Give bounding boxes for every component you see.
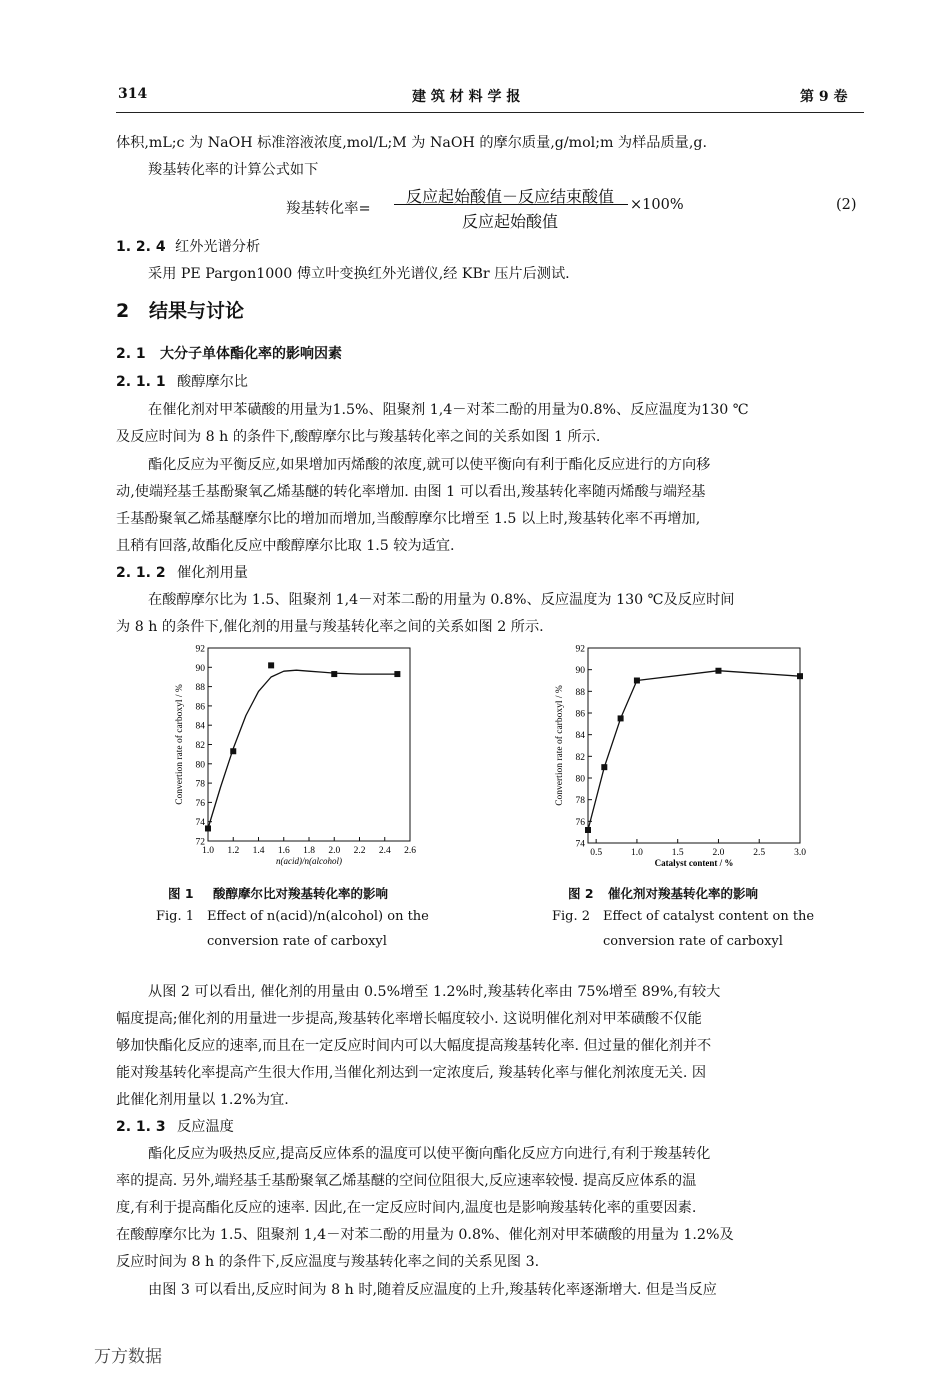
x-tick-label: 2.0 xyxy=(328,846,341,856)
section-2-1-2-title: 催化剂用量 xyxy=(177,565,248,581)
fig2-caption-cn-label: 图 2 xyxy=(568,886,594,901)
formula-suffix: ×100% xyxy=(630,197,684,213)
y-tick-label: 80 xyxy=(575,774,585,785)
section-2-1-3-title: 反应温度 xyxy=(177,1119,234,1135)
x-tick-label: 2.5 xyxy=(753,848,766,858)
paragraph-line: 酯化反应为平衡反应,如果增加丙烯酸的浓度,就可以使平衡向有利于酯化反应进行的方向移 xyxy=(148,457,711,473)
page-number: 314 xyxy=(118,86,148,102)
data-point xyxy=(601,764,607,770)
paragraph-line: 度,有利于提高酯化反应的速率. 因此,在一定反应时间内,温度也是影响羧基转化率的重要因素. xyxy=(116,1200,697,1216)
y-axis-label: Convertion rate of carboxyl / % xyxy=(175,684,185,805)
y-tick-label: 86 xyxy=(575,709,585,720)
y-tick-label: 84 xyxy=(195,721,205,732)
formula-denominator: 反应起始酸值 xyxy=(461,212,558,231)
y-axis-label: Convertion rate of carboxyl / % xyxy=(555,685,565,806)
series-line xyxy=(588,671,800,830)
x-tick-label: 3.0 xyxy=(794,848,806,858)
x-tick-label: 1.2 xyxy=(227,846,240,856)
section-2-title: 结果与讨论 xyxy=(149,300,245,322)
x-axis-label: n(acid)/n(alcohol) xyxy=(276,856,342,866)
y-tick-label: 72 xyxy=(195,837,205,848)
x-tick-label: 1.4 xyxy=(252,846,265,856)
formula-intro: 羧基转化率的计算公式如下 xyxy=(148,162,319,178)
y-tick-label: 74 xyxy=(195,818,205,829)
section-2-1-2-number: 2. 1. 2 xyxy=(116,565,166,581)
paragraph-line: 在催化剂对甲苯磺酸的用量为1.5%、阻聚剂 1,4－对苯二酚的用量为0.8%、反应温度为130 ℃ xyxy=(148,402,749,418)
x-tick-label: 1.0 xyxy=(202,846,214,856)
section-2-1-number: 2. 1 xyxy=(116,346,146,362)
y-tick-label: 90 xyxy=(575,666,585,677)
section-2-number: 2 xyxy=(116,300,130,322)
fig2-caption-en-label: Fig. 2 xyxy=(552,909,591,924)
paragraph-line: 由图 3 可以看出,反应时间为 8 h 时,随着反应温度的上升,羧基转化率逐渐增大. 但是当反应 xyxy=(148,1282,717,1298)
fraction-bar xyxy=(394,204,628,205)
footer-watermark: 万方数据 xyxy=(94,1347,162,1367)
x-tick-label: 2.4 xyxy=(378,846,391,856)
y-tick-label: 86 xyxy=(195,702,205,713)
x-tick-label: 1.6 xyxy=(277,846,290,856)
paragraph-line: 此催化剂用量以 1.2%为宜. xyxy=(116,1092,289,1108)
section-2-1-1-title: 酸醇摩尔比 xyxy=(177,374,248,390)
paragraph-line: 从图 2 可以看出, 催化剂的用量由 0.5%增至 1.2%时,羧基转化率由 75%增至 89%,有较大 xyxy=(148,984,721,1000)
x-tick-label: 0.5 xyxy=(590,848,603,858)
y-tick-label: 92 xyxy=(575,644,585,655)
data-point xyxy=(394,671,400,677)
paragraph-line: 为 8 h 的条件下,催化剂的用量与羧基转化率之间的关系如图 2 所示. xyxy=(116,619,544,635)
paragraph-line: 酯化反应为吸热反应,提高反应体系的温度可以使平衡向酯化反应方向进行,有利于羧基转化 xyxy=(148,1146,711,1162)
data-point xyxy=(715,668,721,674)
y-tick-label: 88 xyxy=(195,683,205,694)
paragraph-line: 率的提高. 另外,端羟基壬基酚聚氧乙烯基醚的空间位阻很大,反应速率较慢. 提高反应体系的温 xyxy=(116,1173,697,1189)
x-tick-label: 1.8 xyxy=(303,846,315,856)
fig2-caption-en-line2: conversion rate of carboxyl xyxy=(603,934,783,949)
plot-frame xyxy=(208,648,410,841)
section-1-2-4-text: 采用 PE Pargon1000 傅立叶变换红外光谱仪,经 KBr 压片后测试. xyxy=(148,266,570,282)
x-axis-label: Catalyst content / % xyxy=(654,858,734,868)
x-tick-label: 2.0 xyxy=(712,848,725,858)
paragraph-line: 及反应时间为 8 h 的条件下,酸醇摩尔比与羧基转化率之间的关系如图 1 所示. xyxy=(116,429,601,445)
fig1-caption-en-line2: conversion rate of carboxyl xyxy=(207,934,387,949)
intro-line: 体积,mL;c 为 NaOH 标准溶液浓度,mol/L;M 为 NaOH 的摩尔质量,g/mol;m 为样品质量,g. xyxy=(116,135,707,151)
volume-label: 第 9 卷 xyxy=(800,89,848,105)
paragraph-line: 够加快酯化反应的速率,而且在一定反应时间内可以大幅度提高羧基转化率. 但过量的催化剂并不 xyxy=(116,1038,712,1054)
data-point xyxy=(331,671,337,677)
y-tick-label: 92 xyxy=(195,644,205,655)
formula-lhs: 羧基转化率= xyxy=(286,201,371,217)
y-tick-label: 76 xyxy=(575,817,585,828)
fit-curve xyxy=(208,670,397,828)
y-tick-label: 82 xyxy=(575,752,585,763)
section-2-1-3-number: 2. 1. 3 xyxy=(116,1119,166,1135)
journal-title: 建 筑 材 料 学 报 xyxy=(412,89,521,105)
paragraph-line: 在酸醇摩尔比为 1.5、阻聚剂 1,4－对苯二酚的用量为 0.8%、反应温度为 130 ℃及反应时间 xyxy=(148,592,735,608)
paragraph-line: 在酸醇摩尔比为 1.5、阻聚剂 1,4－对苯二酚的用量为 0.8%、催化剂对甲苯磺酸的用量为 1.2%及 xyxy=(116,1227,734,1243)
x-tick-label: 2.2 xyxy=(353,846,366,856)
data-point xyxy=(797,673,803,679)
paragraph-line: 壬基酚聚氧乙烯基醚摩尔比的增加而增加,当酸醇摩尔比增至 1.5 以上时,羧基转化率不再增加, xyxy=(116,511,701,527)
x-tick-label: 1.0 xyxy=(630,848,643,858)
fig1-caption-cn: 酸醇摩尔比对羧基转化率的影响 xyxy=(213,886,389,901)
fig1-caption-cn-label: 图 1 xyxy=(168,886,194,901)
formula-numerator: 反应起始酸值－反应结束酸值 xyxy=(405,187,614,206)
y-tick-label: 76 xyxy=(195,798,205,809)
fig2-caption-en-line1: Effect of catalyst content on the xyxy=(603,909,815,924)
data-point xyxy=(205,825,211,831)
plot-frame xyxy=(588,648,800,843)
y-tick-label: 74 xyxy=(575,839,585,850)
x-tick-label: 2.6 xyxy=(404,846,416,856)
data-point xyxy=(585,827,591,833)
y-tick-label: 80 xyxy=(195,760,205,771)
header-rule xyxy=(116,112,864,113)
x-tick-label: 1.5 xyxy=(671,848,684,858)
data-point xyxy=(230,748,236,754)
fig2-caption-cn: 催化剂对羧基转化率的影响 xyxy=(608,886,759,901)
section-2-1-title: 大分子单体酯化率的影响因素 xyxy=(160,346,342,362)
data-point xyxy=(268,662,274,668)
paragraph-line: 反应时间为 8 h 的条件下,反应温度与羧基转化率之间的关系见图 3. xyxy=(116,1254,540,1270)
figure-2-chart xyxy=(540,640,820,880)
data-point xyxy=(634,678,640,684)
paragraph-line: 幅度提高;催化剂的用量进一步提高,羧基转化率增长幅度较小. 这说明催化剂对甲苯磺酸不仅能 xyxy=(116,1011,702,1027)
section-1-2-4-number: 1. 2. 4 xyxy=(116,239,166,255)
section-2-1-1-number: 2. 1. 1 xyxy=(116,374,166,390)
y-tick-label: 78 xyxy=(195,779,205,790)
y-tick-label: 82 xyxy=(195,741,205,751)
fig1-caption-en-line1: Effect of n(acid)/n(alcohol) on the xyxy=(207,909,429,924)
y-tick-label: 78 xyxy=(575,796,585,807)
y-tick-label: 88 xyxy=(575,687,585,698)
paragraph-line: 且稍有回落,故酯化反应中酸醇摩尔比取 1.5 较为适宜. xyxy=(116,538,455,554)
data-point xyxy=(618,715,624,721)
paragraph-line: 动,使端羟基壬基酚聚氧乙烯基醚的转化率增加. 由图 1 可以看出,羧基转化率随丙烯酸与端羟基 xyxy=(116,484,706,500)
y-tick-label: 90 xyxy=(195,663,205,674)
figure-1-chart xyxy=(160,640,430,880)
formula-number: (2) xyxy=(836,197,857,213)
section-1-2-4-title: 红外光谱分析 xyxy=(175,239,261,255)
y-tick-label: 84 xyxy=(575,731,585,742)
fig1-caption-en-label: Fig. 1 xyxy=(156,909,195,924)
paragraph-line: 能对羧基转化率提高产生很大作用,当催化剂达到一定浓度后, 羧基转化率与催化剂浓度无关. 因 xyxy=(116,1065,707,1081)
